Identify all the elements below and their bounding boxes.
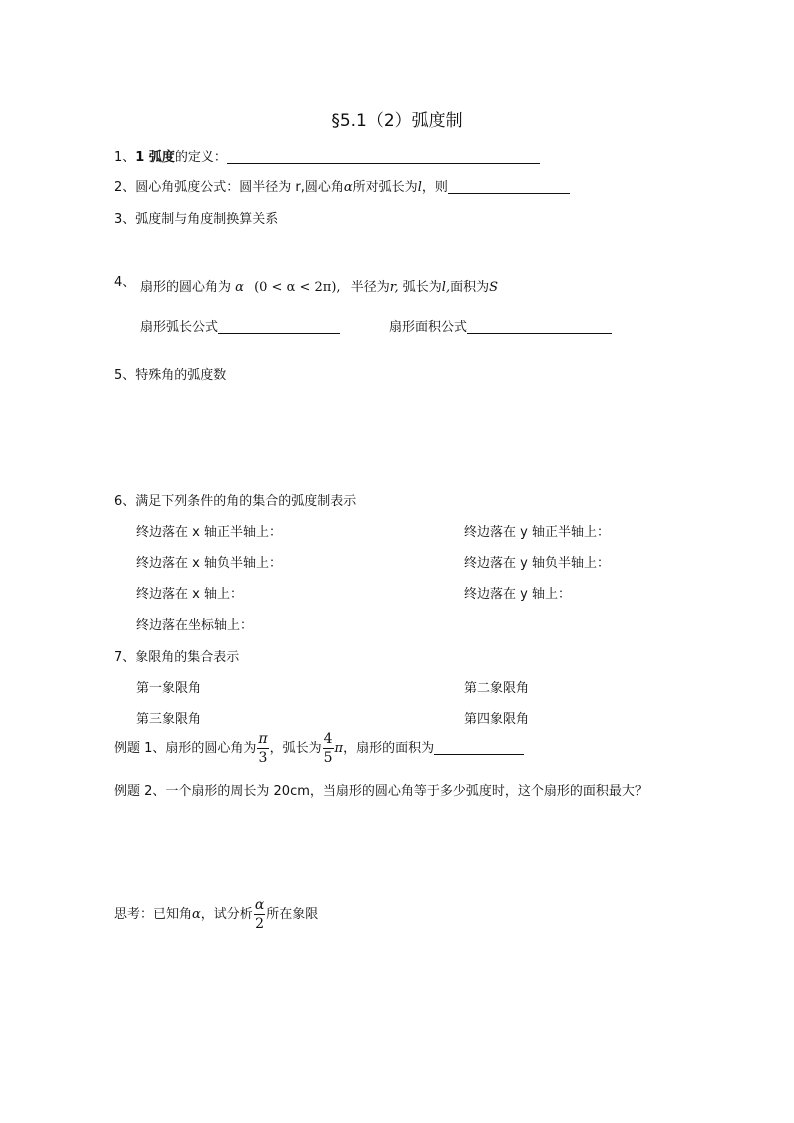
q4-r: r,: [389, 280, 399, 295]
q4-text-d: 面积为: [450, 280, 490, 295]
q6-y-axis: 终边落在 y 轴上：: [464, 587, 571, 602]
q6-y-negative: 终边落在 y 轴负半轴上：: [464, 556, 610, 571]
example-1: [114, 732, 524, 765]
think-denominator: 2: [255, 916, 264, 932]
question-4-number: 4、: [114, 275, 136, 290]
q4-range: (0 < α < 2π),: [254, 280, 341, 295]
q1-answer-blank[interactable]: [227, 149, 540, 164]
ex1-angle-denominator: 3: [258, 750, 268, 766]
question-6: 6、满足下列条件的角的集合的弧度制表示: [114, 494, 357, 509]
q6-coordinate-axes: 终边落在坐标轴上：: [136, 618, 254, 633]
q2-answer-blank[interactable]: [448, 179, 570, 194]
ex1-pi: π: [334, 741, 344, 756]
q2-alpha: α: [343, 180, 353, 195]
q4-area-formula: [389, 316, 612, 335]
question-1: [114, 146, 540, 165]
ex1-text-c: ，扇形的面积为: [343, 741, 435, 756]
q4-area-label: 扇形面积公式: [389, 320, 468, 335]
q4-area-blank[interactable]: [467, 319, 612, 334]
q4-arc-formula: [140, 316, 340, 335]
example-2: 例题 2、一个扇形的周长为 20cm，当扇形的圆心角等于多少弧度时，这个扇形的面积最大？: [114, 784, 648, 799]
ex1-arc-fraction: [323, 732, 334, 765]
q4-arc-label: 扇形弧长公式: [140, 320, 219, 335]
q2-tail: ，则: [421, 180, 448, 195]
q6-y-positive: 终边落在 y 轴正半轴上：: [464, 525, 610, 540]
q6-x-negative: 终边落在 x 轴负半轴上：: [136, 556, 282, 571]
q4-alpha: α: [235, 280, 244, 295]
q1-prefix: 1、: [114, 150, 136, 165]
question-2: [114, 176, 570, 195]
q7-quadrant-4: 第四象限角: [464, 712, 530, 727]
think-text-b: ，试分析: [200, 907, 253, 922]
q7-quadrant-2: 第二象限角: [464, 681, 530, 696]
q4-s: S: [489, 280, 498, 295]
ex1-arc-denominator: 5: [323, 750, 333, 766]
think-text-a: 思考：已知角: [114, 907, 193, 922]
q1-term: 1 弧度: [135, 150, 175, 165]
question-5: 5、特殊角的弧度数: [114, 368, 227, 383]
q7-quadrant-1: 第一象限角: [136, 681, 202, 696]
think-numerator: α: [254, 897, 265, 913]
q4-arc-blank[interactable]: [218, 319, 340, 334]
ex1-text-b: ，弧长为: [269, 741, 322, 756]
q4-text-c: 弧长为: [402, 280, 442, 295]
q4-l: l,: [441, 280, 451, 295]
q4-text-b: 半径为: [350, 280, 390, 295]
q2-text: 2、圆心角弧度公式：圆半径为 r,圆心角: [114, 180, 344, 195]
q7-quadrant-3: 第三象限角: [136, 712, 202, 727]
think-alpha: α: [192, 907, 201, 922]
ex1-arc-numerator: 4: [323, 731, 333, 747]
page-title: §5.1（2）弧度制: [331, 111, 463, 131]
ex1-angle-numerator: π: [258, 731, 268, 747]
q2-mid: 所对弧长为: [352, 180, 418, 195]
q4-text-a: 扇形的圆心角为: [140, 280, 232, 295]
ex1-angle-fraction: [257, 732, 268, 765]
think-fraction: [254, 898, 265, 931]
think-question: [114, 898, 318, 931]
q6-x-positive: 终边落在 x 轴正半轴上：: [136, 525, 282, 540]
q1-rest: 的定义：: [174, 150, 227, 165]
question-7: 7、象限角的集合表示: [114, 650, 240, 665]
question-4: [140, 276, 498, 295]
think-text-c: 所在象限: [266, 907, 319, 922]
ex1-text-a: 例题 1、扇形的圆心角为: [114, 741, 257, 756]
ex1-answer-blank[interactable]: [434, 740, 524, 755]
question-3: 3、弧度制与角度制换算关系: [114, 212, 279, 227]
q2-l: l: [417, 180, 422, 195]
q6-x-axis: 终边落在 x 轴上：: [136, 587, 243, 602]
